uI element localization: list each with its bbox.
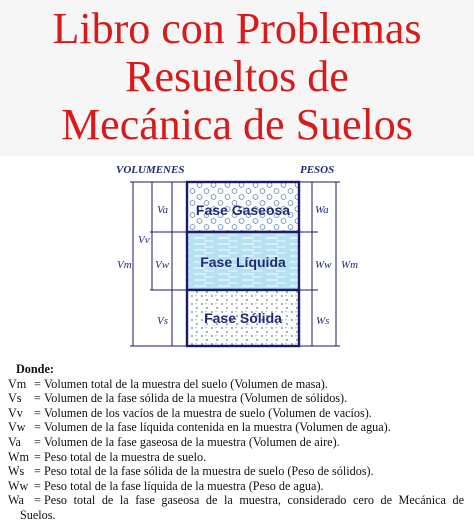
weights-header: PESOS [300, 164, 335, 176]
vs-label: Vs [157, 315, 168, 327]
vv-label: Vv [138, 234, 150, 246]
legend-text: Peso total de la fase líquida de la muestra (Peso de agua). [44, 478, 324, 493]
ww-label: Ww [315, 259, 332, 271]
legend-row: Ws = Peso total de la fase sólida de la muestra de suelo (Peso de sólidos). [8, 464, 374, 479]
title-banner [0, 0, 474, 156]
legend-row: Wm = Peso total de la muestra de suelo. [8, 449, 207, 464]
legend-row: Vs = Volumen de la fase sólida de la muestra (Volumen de sólidos). [8, 391, 348, 406]
legend-row: Va = Volumen de la fase gaseosa de la muestra (Volumen de aire). [8, 434, 340, 449]
legend-text: Volumen total de la muestra del suelo (Volumen de masa). [44, 376, 328, 391]
legend-symbol: Wm [8, 449, 29, 464]
legend-row: Ww = Peso total de la fase líquida de la muestra (Peso de agua). [8, 478, 324, 493]
title-line-3: Mecánica de Suelos [61, 100, 413, 149]
legend-symbol: Ww [8, 478, 29, 493]
title-line-1: Libro con Problemas [52, 4, 422, 53]
legend-symbol: Ws [8, 464, 25, 479]
legend-text: Volumen de la fase sólida de la muestra (Volumen de sólidos). [44, 391, 348, 406]
legend-text: Volumen de la fase gaseosa de la muestra (Volumen de aire). [44, 434, 340, 449]
volumes-header: VOLUMENES [116, 164, 185, 176]
legend-text: Volumen de la fase líquida contenida en la muestra (Volumen de agua). [44, 420, 391, 435]
legend-row: Vm = Volumen total de la muestra del suelo (Volumen de masa). [8, 376, 328, 391]
legend-row: Wa = Peso total de la fase gaseosa de la muestra, considerado cero de Mecánica de [8, 493, 464, 508]
legend [8, 362, 466, 523]
title-line-2: Resueltos de [125, 52, 349, 101]
legend-text: Volumen de los vacíos de la muestra de suelo (Volumen de vacíos). [44, 405, 372, 420]
legend-symbol: Wa [8, 493, 24, 508]
vm-label: Vm [117, 259, 132, 271]
legend-heading: Donde: [16, 362, 54, 376]
legend-text-continuation: Suelos. [20, 507, 56, 522]
legend-symbol: Vv [8, 405, 23, 420]
liquid-phase-label: Fase Líquida [200, 254, 286, 270]
legend-row: Vw = Volumen de la fase líquida contenida en la muestra (Volumen de agua). [8, 420, 391, 435]
vw-label: Vw [155, 259, 170, 271]
legend-symbol: Vs [8, 391, 22, 406]
solid-phase-label: Fase Sólida [204, 310, 282, 326]
legend-symbol: Vm [8, 376, 27, 391]
legend-text: Peso total de la fase sólida de la muestra de suelo (Peso de sólidos). [44, 464, 374, 479]
wm-label: Wm [341, 259, 359, 271]
ws-label: Ws [316, 315, 330, 327]
legend-symbol: Va [8, 434, 21, 449]
phase-diagram [0, 158, 474, 358]
legend-text: Peso total de la muestra de suelo. [44, 449, 207, 464]
wa-label: Wa [315, 204, 329, 216]
legend-text: Peso total de la fase gaseosa de la muestra, considerado cero de Mecánica de [44, 493, 464, 508]
gas-phase-label: Fase Gaseosa [195, 202, 291, 218]
va-label: Va [157, 204, 168, 216]
legend-symbol: Vw [8, 420, 26, 435]
legend-row: Vv = Volumen de los vacíos de la muestra de suelo (Volumen de vacíos). [8, 405, 372, 420]
